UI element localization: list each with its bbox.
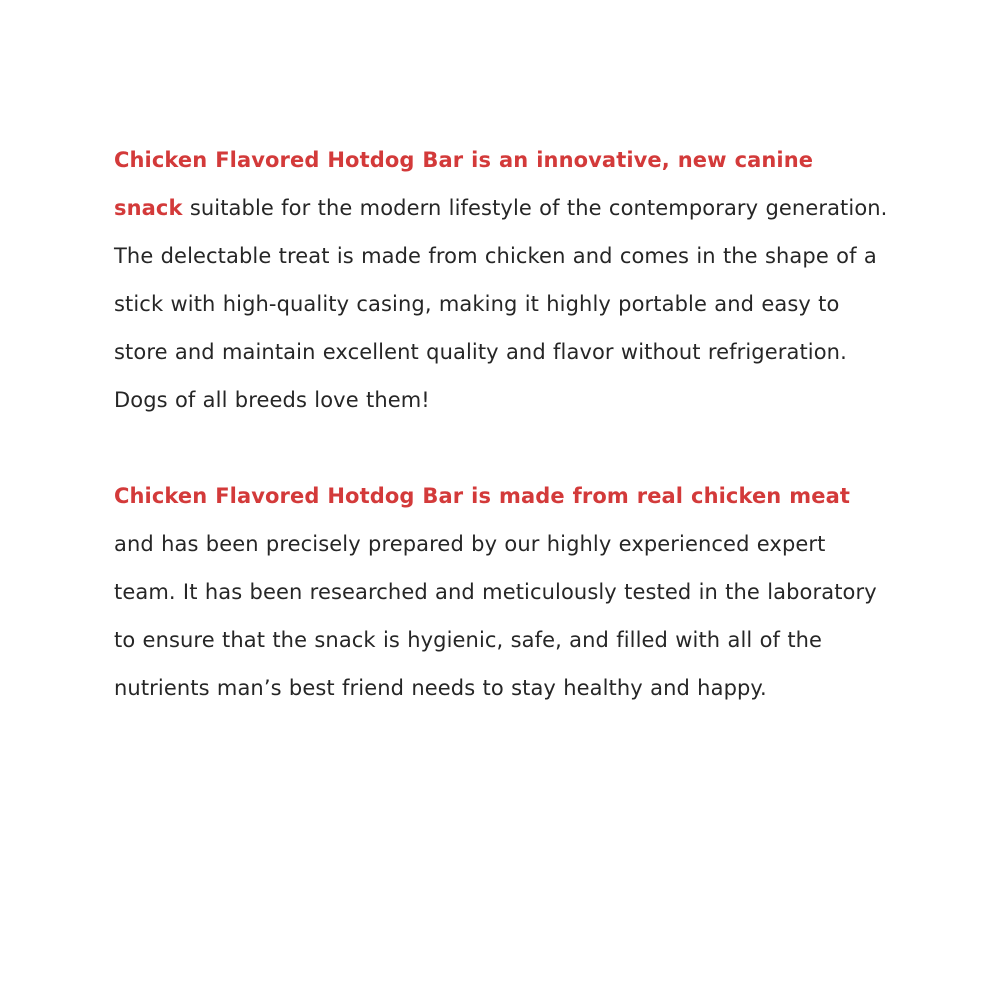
description-content: [114, 136, 889, 712]
paragraph-2-highlight: Chicken Flavored Hotdog Bar is made from real chicken meat: [114, 484, 850, 508]
description-paragraph-2: [114, 472, 889, 712]
paragraph-1-body: suitable for the modern lifestyle of the contemporary generation. The delectable treat is made from chicken and comes in the shape of a stick with high-quality casing, making it highly portable and easy to store and maintain excellent quality and flavor without refrigeration. Dogs of all breeds love them!: [114, 196, 888, 412]
paragraph-1-highlight: Chicken Flavored Hotdog Bar is an innovative, new canine snack: [114, 148, 814, 220]
description-paragraph-1: [114, 136, 889, 424]
paragraph-2-body: and has been precisely prepared by our highly experienced expert team. It has been researched and meticulously tested in the laboratory to ensure that the snack is hygienic, safe, and filled with all of the nutrients man’s best friend needs to stay healthy and happy.: [114, 532, 877, 700]
